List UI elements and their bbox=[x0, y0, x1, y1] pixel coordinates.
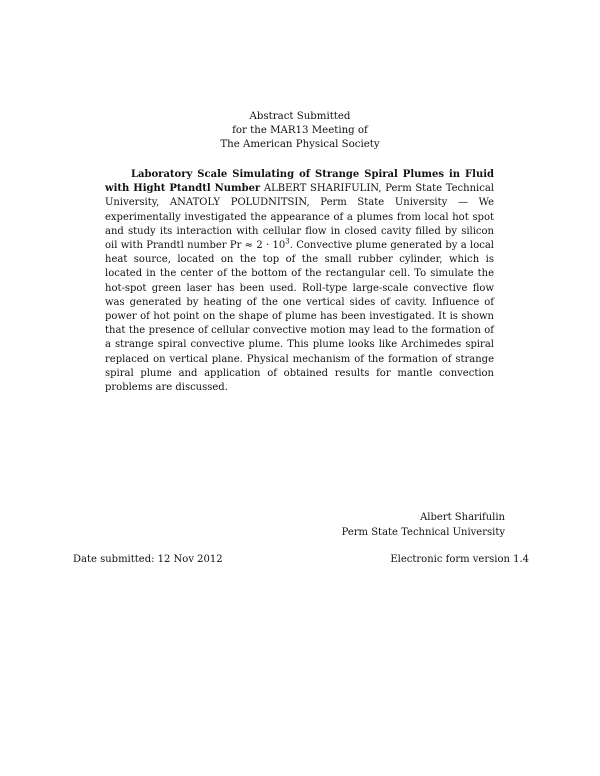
signature-affiliation: Perm State Technical University bbox=[341, 526, 505, 538]
abstract-exponent: 3 bbox=[285, 237, 290, 246]
date-submitted: Date submitted: 12 Nov 2012 bbox=[73, 554, 223, 565]
abstract-body-part2: . Convective plume generated by a local heat source, located on the top of the small rubber cylinder, which is located in the center of the bottom of the rectangular cell. To simulate the hot-spot green laser has been used. Roll-type large-scale convective flow was generated by heating of the one vertical sides of cavity. Influence of power of hot point on the shape of plume has been investigated. It is shown that the presence of cellular convective motion may lead to the formation of a strange spiral convective plume. This plume looks like Archimedes spiral replaced on vertical plane. Physical mechanism of the formation of strange spiral plume and application of obtained results for mantle convection problems are discussed. bbox=[105, 240, 494, 394]
abstract-body-part1: We experimentally investigated the appearance of a plumes from local hot spot and study its interaction with cellular flow in closed cavity filled by silicon oil with Prandtl number Pr ≈ 2 · 10 bbox=[105, 197, 495, 252]
abstract-authors: ALBERT SHARIFULIN, Perm State Technical University, ANATOLY POLUDNITSIN, Perm State University bbox=[105, 183, 494, 209]
form-version: Electronic form version 1.4 bbox=[390, 554, 529, 565]
signature-name: Albert Sharifulin bbox=[420, 512, 505, 523]
header-line-meeting: for the MAR13 Meeting of bbox=[232, 125, 368, 136]
abstract-paragraph bbox=[105, 168, 494, 395]
header-line-abstract-submitted: Abstract Submitted bbox=[249, 111, 351, 122]
abstract-title: Laboratory Scale Simulating of Strange Spiral Plumes in Fluid with Hight Ptandtl Number bbox=[105, 169, 494, 195]
footer bbox=[73, 553, 529, 567]
header-line-society: The American Physical Society bbox=[220, 139, 380, 150]
signature-block bbox=[342, 511, 505, 540]
submission-header bbox=[0, 110, 600, 152]
abstract-separator: — bbox=[447, 197, 479, 209]
